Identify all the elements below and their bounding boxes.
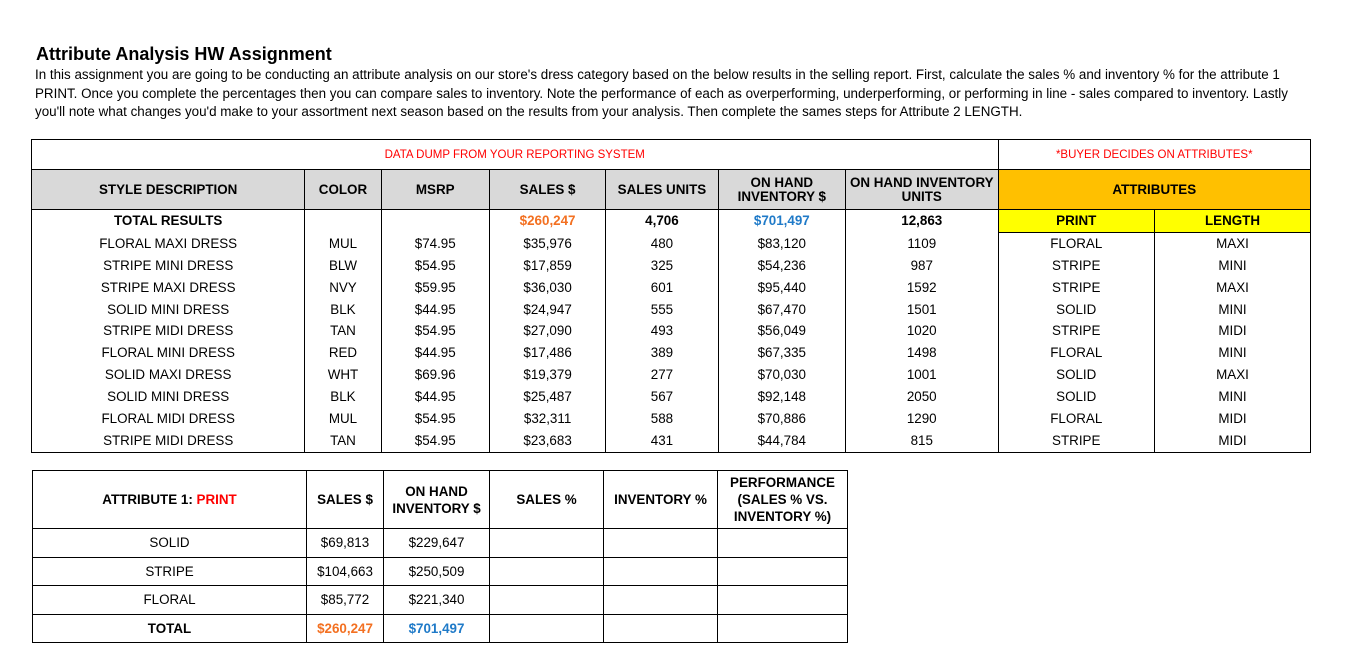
attr-cell-performance[interactable] [718,529,848,558]
cell-color: NVY [305,277,381,299]
cell-length: MINI [1154,386,1310,408]
cell-units: 480 [606,232,718,254]
cell-sales: $32,311 [489,408,605,430]
cell-length: MINI [1154,255,1310,277]
cell-units: 567 [606,386,718,408]
cell-msrp: $54.95 [381,430,489,452]
attr-cell-onhand: $250,509 [384,557,490,586]
header-sales-dollars: SALES $ [489,170,605,210]
attr-cell-sales-pct[interactable] [490,529,604,558]
cell-print: STRIPE [998,320,1154,342]
cell-sales: $23,683 [489,430,605,452]
attr-cell-name: STRIPE [33,557,307,586]
cell-length: MAXI [1154,364,1310,386]
cell-print: FLORAL [998,232,1154,254]
cell-length: MAXI [1154,232,1310,254]
attr-header-sales-pct: SALES % [490,471,604,529]
attr-cell-inventory-pct[interactable] [604,529,718,558]
cell-style: STRIPE MINI DRESS [103,257,234,273]
cell-onhand-units: 1290 [846,408,999,430]
cell-onhand: $67,335 [718,342,845,364]
cell-color: TAN [305,430,381,452]
cell-sales: $27,090 [489,320,605,342]
table-row [32,232,1310,254]
cell-print: FLORAL [998,342,1154,364]
cell-style: SOLID MINI DRESS [107,389,230,405]
attr-cell-name: SOLID [33,529,307,558]
attr-cell-performance[interactable] [718,557,848,586]
cell-style: STRIPE MIDI DRESS [103,323,234,339]
cell-msrp: $59.95 [381,277,489,299]
cell-color: BLW [305,255,381,277]
attr-cell-name: FLORAL [33,586,307,615]
table-row [32,320,1310,342]
cell-units: 431 [606,430,718,452]
cell-style: STRIPE MAXI DRESS [100,279,236,295]
cell-onhand-units: 2050 [846,386,999,408]
table-row [32,342,1310,364]
total-sales: $260,247 [489,210,605,233]
cell-style: FLORAL MIDI DRESS [101,410,235,426]
cell-print: FLORAL [998,408,1154,430]
attr-row [33,529,848,558]
cell-style: FLORAL MAXI DRESS [99,235,238,251]
attr-header-inventory-pct: INVENTORY % [604,471,718,529]
cell-msrp: $54.95 [381,320,489,342]
cell-sales: $25,487 [489,386,605,408]
attr-cell-onhand: $229,647 [384,529,490,558]
attribute-print-label: ATTRIBUTE 1: PRINT [33,471,307,529]
cell-onhand: $70,030 [718,364,845,386]
cell-length: MIDI [1154,408,1310,430]
attr-header-performance: PERFORMANCE (SALES % VS. INVENTORY %) [718,471,848,529]
attr-cell-sales: $85,772 [307,586,384,615]
cell-print: STRIPE [998,430,1154,452]
cell-print: SOLID [998,386,1154,408]
cell-style: SOLID MAXI DRESS [104,367,232,383]
cell-length: MAXI [1154,277,1310,299]
attr-cell-onhand: $221,340 [384,586,490,615]
cell-print: SOLID [998,299,1154,321]
cell-units: 555 [606,299,718,321]
table-row [32,299,1310,321]
header-onhand-units: ON HAND INVENTORY UNITS [846,170,999,210]
attr-header-onhand: ON HAND INVENTORY $ [384,471,490,529]
cell-print: SOLID [998,364,1154,386]
header-msrp: MSRP [381,170,489,210]
attr-row [33,586,848,615]
page-title: Attribute Analysis HW Assignment [36,44,332,64]
table-row [32,277,1310,299]
total-results-label: TOTAL RESULTS [113,213,223,229]
cell-onhand-units: 1020 [846,320,999,342]
cell-print: STRIPE [998,277,1154,299]
table-row [32,255,1310,277]
cell-onhand: $56,049 [718,320,845,342]
cell-sales: $35,976 [489,232,605,254]
data-dump-label: DATA DUMP FROM YOUR REPORTING SYSTEM [384,148,645,161]
cell-onhand: $44,784 [718,430,845,452]
cell-units: 277 [606,364,718,386]
cell-onhand-units: 1592 [846,277,999,299]
cell-length: MIDI [1154,320,1310,342]
cell-length: MINI [1154,299,1310,321]
cell-sales: $19,379 [489,364,605,386]
table-row [32,430,1310,452]
cell-style: SOLID MINI DRESS [107,301,230,317]
attr-header-sales: SALES $ [307,471,384,529]
attr-total-onhand: $701,497 [384,614,490,643]
attr-cell-inventory-pct[interactable] [604,557,718,586]
selling-report-table [32,140,1310,452]
cell-onhand-units: 815 [846,430,999,452]
cell-color: MUL [305,408,381,430]
cell-onhand: $54,236 [718,255,845,277]
header-style-description: STYLE DESCRIPTION [32,170,305,210]
table-row [32,364,1310,386]
cell-print: STRIPE [998,255,1154,277]
cell-color: MUL [305,232,381,254]
total-units: 4,706 [606,210,718,233]
header-onhand-dollars: ON HAND INVENTORY $ [718,170,845,210]
cell-length: MINI [1154,342,1310,364]
attr-cell-sales-pct[interactable] [490,557,604,586]
cell-onhand: $95,440 [718,277,845,299]
cell-sales: $17,859 [489,255,605,277]
cell-onhand-units: 1501 [846,299,999,321]
header-length: LENGTH [1154,210,1310,233]
attr-cell-performance[interactable] [718,586,848,615]
cell-color: BLK [305,386,381,408]
attr-total-performance-cell[interactable] [718,614,848,643]
header-attributes: ATTRIBUTES [998,170,1310,210]
cell-sales: $17,486 [489,342,605,364]
cell-sales: $24,947 [489,299,605,321]
attribute-print-table [32,470,848,643]
total-onhand-units: 12,863 [846,210,999,233]
cell-units: 601 [606,277,718,299]
cell-units: 325 [606,255,718,277]
cell-sales: $36,030 [489,277,605,299]
table-row [32,386,1310,408]
cell-onhand-units: 1001 [846,364,999,386]
cell-onhand: $70,886 [718,408,845,430]
cell-color: WHT [305,364,381,386]
cell-units: 493 [606,320,718,342]
cell-onhand-units: 1109 [846,232,999,254]
header-color: COLOR [305,170,381,210]
attr-total-sales: $260,247 [307,614,384,643]
cell-style: STRIPE MIDI DRESS [103,432,234,448]
attr-cell-sales-pct[interactable] [490,586,604,615]
cell-onhand: $67,470 [718,299,845,321]
cell-msrp: $54.95 [381,408,489,430]
cell-msrp: $44.95 [381,299,489,321]
attr-row [33,557,848,586]
header-sales-units: SALES UNITS [606,170,718,210]
cell-color: RED [305,342,381,364]
attr-cell-inventory-pct[interactable] [604,586,718,615]
cell-length: MIDI [1154,430,1310,452]
cell-msrp: $74.95 [381,232,489,254]
buyer-attributes-label: *BUYER DECIDES ON ATTRIBUTES* [998,140,1310,170]
cell-onhand-units: 987 [846,255,999,277]
cell-msrp: $44.95 [381,386,489,408]
cell-units: 588 [606,408,718,430]
assignment-instructions: In this assignment you are going to be conducting an attribute analysis on our store's dress category based on the below results in the selling report. First, calculate the sales % and inventory % for the attribute 1 PRINT. Once you complete the percentages then you can compare sales to inventory. Note the performance of each as overperforming, underperforming, or performing in line - sales compared to inventory. Lastly you'll note what changes you'd make to your assortment next season based on the results from your analysis. Then complete the sames steps for Attribute 2 LENGTH. [35,67,1288,119]
cell-color: BLK [305,299,381,321]
attr-total-label: TOTAL [33,614,307,643]
cell-onhand: $83,120 [718,232,845,254]
attr-cell-sales: $104,663 [307,557,384,586]
cell-msrp: $69.96 [381,364,489,386]
attr-total-sales-pct-cell[interactable] [490,614,604,643]
cell-msrp: $44.95 [381,342,489,364]
cell-onhand-units: 1498 [846,342,999,364]
table-row [32,408,1310,430]
cell-units: 389 [606,342,718,364]
attr-total-inventory-pct-cell[interactable] [604,614,718,643]
cell-style: FLORAL MINI DRESS [101,345,235,361]
cell-color: TAN [305,320,381,342]
cell-msrp: $54.95 [381,255,489,277]
attr-cell-sales: $69,813 [307,529,384,558]
header-print: PRINT [998,210,1154,233]
total-onhand-dollars: $701,497 [718,210,845,233]
cell-onhand: $92,148 [718,386,845,408]
